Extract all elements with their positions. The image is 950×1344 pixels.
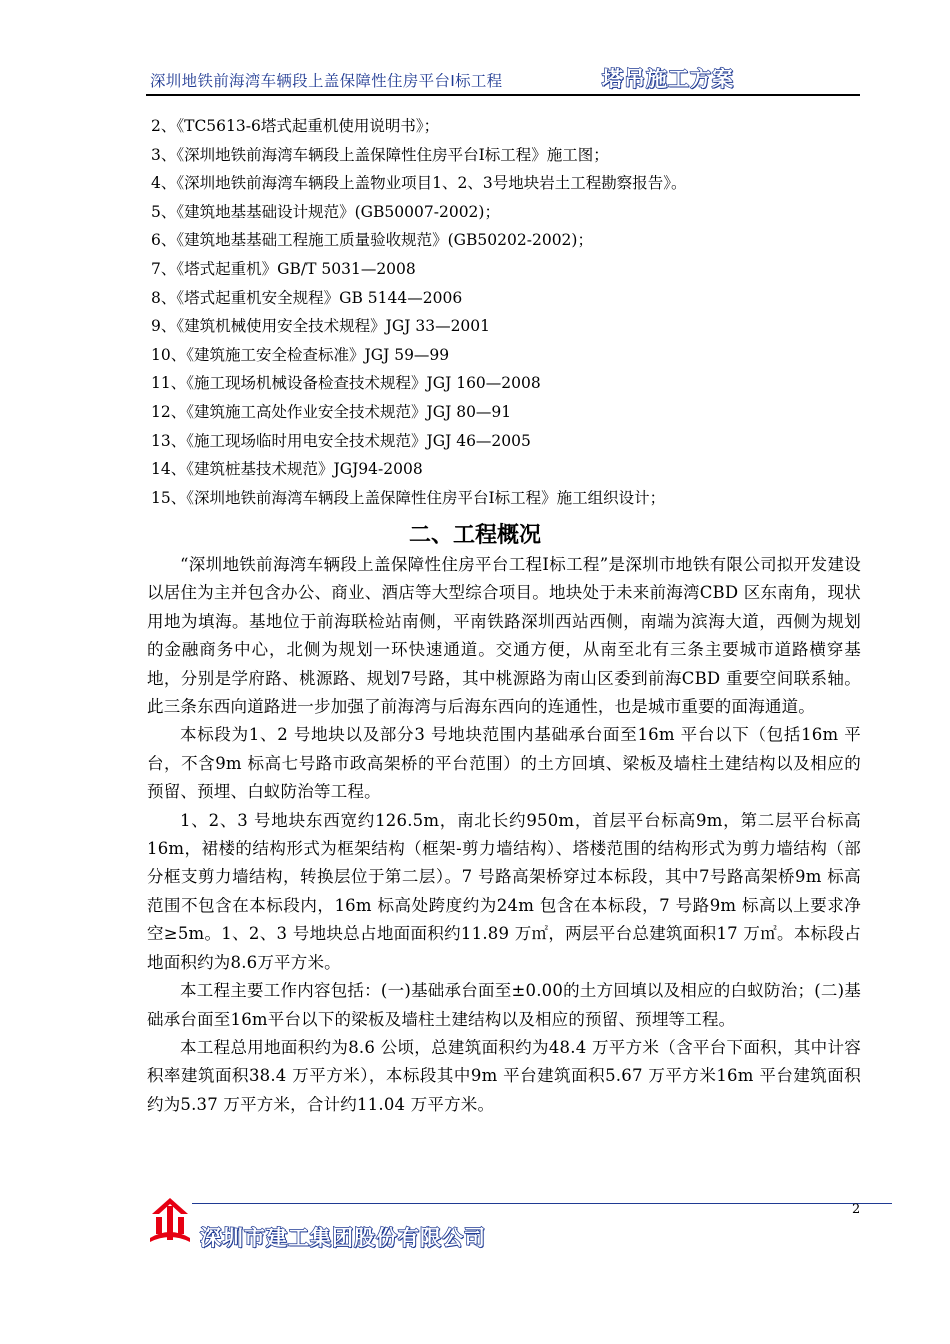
body-paragraph: “深圳地铁前海湾车辆段上盖保障性住房平台工程Ⅰ标工程”是深圳市地铁有限公司拟开发建设以居住为主并包含办公、商业、酒店等大型综合项目。地块处于未来前海湾CBD 区东南角，现状用地为填海。基地位于前海联检站南侧，平南铁路深圳西站西侧，南端为滨海大道，西侧为规划的金融商务中心，北侧为规划一环快速通道。交通方便，从南至北有三条主要城市道路横穿基地，分别是学府路、桃源路、规划7号路，其中桃源路为南山区委到前海CBD 重要空间联系轴。此三条东西向道路进一步加强了前海湾与后海东西向的连通性，也是城市重要的面海通道。	[147, 555, 861, 717]
company-logo-icon	[148, 1196, 192, 1244]
reference-item: 15、《深圳地铁前海湾车辆段上盖保障性住房平台Ⅰ标工程》施工组织设计；	[151, 488, 666, 507]
header-document-type: 塔吊施工方案	[602, 67, 734, 91]
reference-item: 3、《深圳地铁前海湾车辆段上盖保障性住房平台Ⅰ标工程》施工图；	[151, 145, 609, 164]
section-heading: 二、工程概况	[408, 523, 541, 548]
reference-item: 7、《塔式起重机》GB/T 5031—2008	[151, 259, 416, 278]
body-paragraph: 本工程总用地面积约为8.6 公顷，总建筑面积约为48.4 万平方米（含平台下面积，其中计容积率建筑面积38.4 万平方米），本标段其中9m 平台建筑面积5.67 万平方米16m 平台建筑面积约为5.37 万平方米，合计约11.04 万平方米。	[147, 1037, 861, 1114]
body-paragraph: 本标段为1、2 号地块以及部分3 号地块范围内基础承台面至16m 平台以下（包括16m 平台，不含9m 标高七号路市政高架桥的平台范围）的土方回填、梁板及墙柱土建结构以及相应的预留、预埋、白蚁防治等工程。	[147, 725, 861, 802]
reference-item: 12、《建筑施工高处作业安全技术规范》JGJ 80—91	[151, 402, 512, 421]
reference-item: 5、《建筑地基基础设计规范》(GB50007-2002)；	[151, 202, 500, 221]
body-paragraph: 本工程主要工作内容包括：(一)基础承台面至±0.00的土方回填以及相应的白蚁防治；(二)基础承台面至16m平台以下的梁板及墙柱土建结构以及相应的预留、预埋等工程。	[147, 981, 861, 1029]
footer-divider	[192, 1203, 892, 1204]
reference-item: 11、《施工现场机械设备检查技术规程》JGJ 160—2008	[151, 374, 541, 393]
header-divider	[146, 94, 860, 96]
reference-item: 9、《建筑机械使用安全技术规程》JGJ 33—2001	[151, 317, 491, 336]
reference-item: 10、《建筑施工安全检查标准》JGJ 59—99	[151, 345, 450, 364]
project-overview-body	[147, 551, 861, 1119]
reference-list	[151, 112, 871, 512]
body-paragraph: 1、2、3 号地块东西宽约126.5m，南北长约950m，首层平台标高9m，第二层平台标高16m，裙楼的结构形式为框架结构（框架-剪力墙结构）、塔楼范围的结构形式为剪力墙结构（部分框支剪力墙结构，转换层位于第二层）。7 号路高架桥穿过本标段，其中7号路高架桥9m 标高范围不包含在本标段内，16m 标高处跨度约为24m 包含在本标段，7 号路9m 标高以上要求净空≥5m。1、2、3 号地块总占地面面积约11.89 万㎡，两层平台总建筑面积17 万㎡。本标段占地面积约为8.6万平方米。	[147, 810, 861, 972]
company-name: 深圳市建工集团股份有限公司	[200, 1226, 486, 1250]
reference-item: 13、《施工现场临时用电安全技术规范》JGJ 46—2005	[151, 431, 531, 450]
reference-item: 4、《深圳地铁前海湾车辆段上盖物业项目1、2、3号地块岩土工程勘察报告》。	[151, 174, 687, 193]
page-number: 2	[852, 1202, 861, 1217]
reference-item: 8、《塔式起重机安全规程》GB 5144—2006	[151, 288, 463, 307]
reference-item: 2、《TC5613-6塔式起重机使用说明书》；	[151, 117, 440, 135]
reference-item: 6、《建筑地基基础工程施工质量验收规范》(GB50202-2002)；	[151, 231, 593, 250]
header-project-title: 深圳地铁前海湾车辆段上盖保障性住房平台Ⅰ标工程	[150, 72, 503, 90]
reference-item: 14、《建筑桩基技术规范》JGJ94-2008	[151, 460, 423, 479]
